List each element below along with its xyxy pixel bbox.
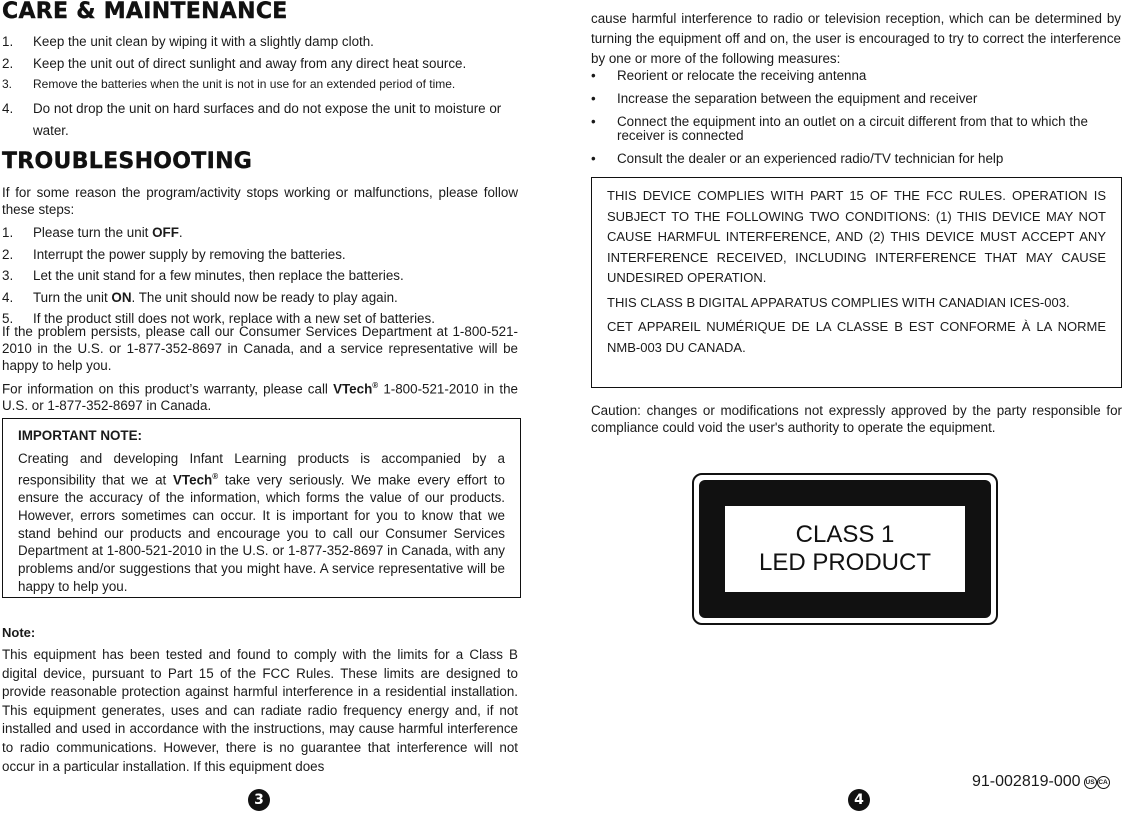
note-text: This equipment has been tested and found to comply with the limits for a Class B digital device, pursuant to Part 15 of the FCC Rules. These limits are designed to provide reasonable protection against harmful interference in a residential installation. This equipment generates, uses and can radiate radio frequency energy and, if not installed and used in accordance with the instructions, may cause harmful interference to radio communications. However, there is no guarantee that interference will not occur in a particular installation. If this equipment does [2,647,518,774]
measure-item [591,152,1122,166]
measure-text: Increase the separation between the equipment and receiver [617,91,978,106]
care-item-number: 1. [2,34,14,49]
step-number: 4. [2,289,14,305]
step-text-before: Turn the unit [33,289,112,305]
caution-text: Caution: changes or modifications not expressly approved by the party responsible for compliance could void the user's authority to operate the equipment. [591,403,1122,435]
troubleshooting-steps [2,224,520,332]
bullet-icon: • [591,68,596,83]
care-item-text: Keep the unit out of direct sunlight and away from any direct heat source. [33,55,467,71]
care-item [2,55,520,72]
label-black-frame [699,480,991,618]
measure-item [591,69,1122,83]
part-number [972,773,1110,791]
care-item [2,76,520,93]
label-text-panel [725,506,965,592]
care-item-text: Keep the unit clean by wiping it with a slightly damp cloth. [33,34,374,49]
continued-text: cause harmful interference to radio or television reception, which can be determined by turning the equipment off and on, the user is encouraged to try to correct the interference by one or more of the following measures: [591,11,1121,66]
measure-text: Connect the equipment into an outlet on a circuit different from that to which the receiver is connected [617,114,1088,143]
laser-class-label [692,473,998,625]
bullet-icon: • [591,114,596,129]
vtech-brand: VTech [333,381,373,397]
troubleshooting-step [2,224,520,241]
step-text-after: . [178,225,183,240]
label-line-2: LED PRODUCT [758,549,932,576]
measure-text: Reorient or relocate the receiving antenna [617,68,867,83]
fcc-compliance-box [591,177,1122,388]
important-note-text: Creating and developing Infant Learning products is accompanied by a responsibility that we at VTech® take very seriously. We make every effort to ensure the accuracy of the information, which forms the value of our products. However, errors sometimes can occur. It is important for you to know that we stand behind our products and encourage you to call our Consumer Services Department at 1-800-521-2010 in the U.S. or 1-877-352-8697 in Canada, with any problems and/or suggestions that you might have. A service representative will be happy to help you. [18,451,505,595]
troubleshooting-heading: TROUBLESHOOTING [2,149,253,174]
care-item [2,33,520,50]
step-text: Let the unit stand for a few minutes, then replace the batteries. [33,268,404,283]
bullet-icon: • [591,91,596,106]
measure-text: Consult the dealer or an experienced radio/TV technician for help [617,151,1004,166]
warranty-text: For information on this product’s warranty, please call VTech® 1-800-521-2010 in the U.S. or 1-877-352-8697 in Canada. [2,381,518,414]
care-item-number: 3. [2,77,13,91]
important-note-box [2,418,521,598]
step-keyword: OFF [152,225,179,240]
care-item-text: Remove the batteries when the unit is not in use for an extended period of time. [33,77,456,91]
page-number-4: 4 [848,789,870,811]
step-keyword: ON [111,289,132,305]
step-text-before: Please turn the unit [33,225,153,240]
bullet-icon: • [591,151,596,166]
page-number-3: 3 [248,789,270,811]
troubleshooting-step [2,289,520,306]
care-list [2,33,520,146]
step-text-after: . The unit should now be ready to play again. [131,289,398,305]
important-note-title: IMPORTANT NOTE: [18,428,142,443]
part-number-text: 91-002819-000 [972,773,1081,790]
region-badges [1084,776,1110,789]
fcc-text-1: THIS DEVICE COMPLIES WITH PART 15 OF THE FCC RULES. OPERATION IS SUBJECT TO THE FOLLOWING TWO CONDITIONS: (1) THIS DEVICE MAY NOT CAUSE HARMFUL INTERFERENCE, AND (2) THIS DEVICE MUST ACCEPT ANY INTERFERENCE RECEIVED, INCLUDING INTERFERENCE THAT MAY CAUSE UNDESIRED OPERATION. [607,188,1106,285]
troubleshooting-step [2,267,520,284]
step-text: Interrupt the power supply by removing the batteries. [33,246,346,262]
us-badge-icon: US [1084,776,1097,789]
note-title: Note: [2,625,36,640]
persist-text: If the problem persists, please call our Consumer Services Department at 1-800-521-2010 in the U.S. or 1-877-352-8697 in Canada, and a service representative will be happy to help you. [2,324,518,373]
care-item-number: 4. [2,100,14,116]
troubleshooting-step [2,246,520,263]
label-line-1: CLASS 1 [795,521,895,548]
step-number: 2. [2,246,14,262]
step-number: 5. [2,311,14,326]
troubleshooting-intro: If for some reason the program/activity stops working or malfunctions, please follow these steps: [2,185,518,217]
measure-item [591,115,1122,143]
care-heading: CARE & MAINTENANCE [2,0,288,24]
care-item-text: Do not drop the unit on hard surfaces and do not expose the unit to moisture or water. [33,100,502,138]
measures-list [591,69,1122,175]
step-text: If the product still does not work, replace with a new set of batteries. [33,311,435,326]
step-number: 3. [2,268,14,283]
care-item-number: 2. [2,55,14,71]
care-item [2,98,520,142]
step-number: 1. [2,225,14,240]
measure-item [591,92,1122,106]
fcc-text-3: CET APPAREIL NUMÉRIQUE DE LA CLASSE B EST CONFORME À LA NORME NMB-003 DU CANADA. [607,319,1106,355]
ca-badge-icon: CA [1097,776,1110,789]
fcc-text-2: THIS CLASS B DIGITAL APPARATUS COMPLIES WITH CANADIAN ICES-003. [607,294,1070,310]
